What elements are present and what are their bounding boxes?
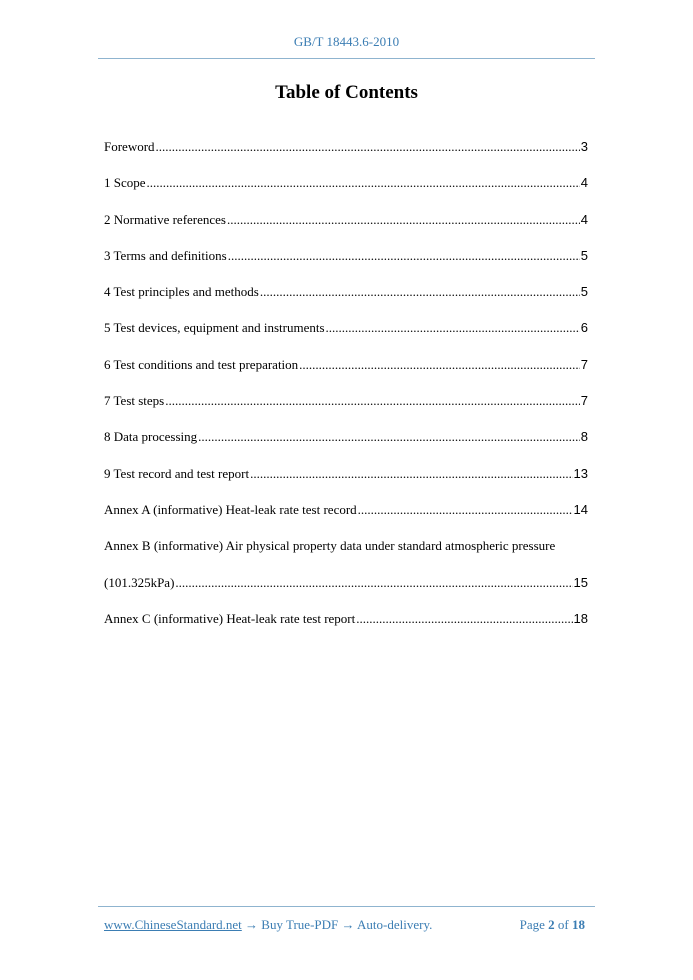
toc-entry-scope[interactable] (104, 174, 588, 210)
buy-pdf-text: Buy True-PDF (261, 917, 339, 932)
toc-leader-dots (165, 392, 580, 410)
toc-entry-label: Annex A (informative) Heat-leak rate test record (104, 501, 357, 517)
toc-entry-label: 3 Terms and definitions (104, 247, 227, 263)
toc-entry-page: 15 (573, 574, 588, 590)
toc-entry-page: 13 (573, 465, 588, 481)
toc-entry-foreword[interactable] (104, 138, 588, 174)
website-link[interactable]: www.ChineseStandard.net (104, 917, 242, 932)
toc-entry-annex-c[interactable] (104, 610, 588, 646)
toc-entry-page: 6 (580, 320, 588, 336)
total-page-number: 18 (572, 917, 585, 932)
toc-entry-page: 3 (580, 139, 588, 154)
toc-entry-label: Annex C (informative) Heat-leak rate test report (104, 610, 356, 626)
toc-entry-data-processing[interactable] (104, 428, 588, 464)
toc-entry-page: 4 (580, 211, 588, 227)
toc-entry-label: 5 Test devices, equipment and instruments (104, 320, 325, 336)
toc-entry-label: Annex B (informative) Air physical property data under standard atmospheric pressure (104, 538, 556, 554)
toc-leader-dots (147, 174, 580, 192)
toc-entry-label: 6 Test conditions and test preparation (104, 356, 299, 372)
toc-leader-dots (299, 356, 580, 374)
toc-entry-test-record-report[interactable] (104, 465, 588, 501)
arrow-right-icon: → (241, 917, 262, 932)
page-number (520, 917, 585, 933)
toc-entry-label: Foreword (104, 139, 155, 154)
toc-entry-page: 5 (580, 247, 588, 263)
arrow-right-icon: → (338, 917, 358, 932)
footer-promo (104, 917, 432, 933)
page-title: Table of Contents (275, 82, 418, 103)
auto-delivery-text: Auto-delivery. (357, 917, 433, 932)
toc-entry-page: 18 (573, 610, 588, 626)
toc-entry-test-conditions[interactable] (104, 356, 588, 392)
toc-leader-dots (356, 610, 572, 628)
toc-leader-dots (156, 138, 580, 156)
toc-leader-dots (198, 428, 580, 446)
toc-entry-label: 4 Test principles and methods (104, 284, 259, 300)
toc-entry-label: 7 Test steps (104, 393, 165, 409)
toc-entry-test-devices[interactable] (104, 319, 588, 355)
toc-entry-test-principles[interactable] (104, 283, 588, 319)
toc-entry-label: 9 Test record and test report (104, 465, 250, 481)
table-of-contents (104, 138, 588, 646)
toc-entry-normative-references[interactable] (104, 211, 588, 247)
toc-entry-label: (101.325kPa) (104, 574, 175, 590)
toc-entry-label: 8 Data processing (104, 429, 198, 445)
document-code-header: GB/T 18443.6-2010 (293, 34, 400, 49)
header-divider (98, 58, 595, 59)
toc-entry-page: 5 (580, 284, 588, 300)
toc-entry-terms-definitions[interactable] (104, 247, 588, 283)
current-page-number: 2 (548, 917, 555, 932)
toc-leader-dots (228, 247, 580, 265)
toc-entry-label: 1 Scope (104, 175, 146, 191)
toc-entry-label: 2 Normative references (104, 211, 226, 227)
toc-entry-annex-b-line1[interactable] (104, 537, 588, 573)
page-label: Page (519, 917, 549, 932)
toc-leader-dots (358, 501, 573, 519)
toc-leader-dots (250, 465, 572, 483)
of-label: of (554, 917, 572, 932)
toc-entry-page: 8 (580, 429, 588, 445)
toc-entry-page: 7 (580, 393, 588, 409)
toc-leader-dots (326, 319, 580, 337)
toc-leader-dots (260, 283, 580, 301)
toc-entry-page: 7 (580, 356, 588, 372)
toc-entry-page: 4 (580, 175, 588, 191)
toc-entry-annex-b-line2[interactable] (104, 574, 588, 610)
toc-leader-dots (175, 574, 572, 592)
toc-leader-dots (227, 211, 580, 229)
toc-entry-annex-a[interactable] (104, 501, 588, 537)
toc-entry-page: 14 (573, 501, 588, 517)
toc-entry-test-steps[interactable] (104, 392, 588, 428)
footer-divider (98, 906, 595, 907)
